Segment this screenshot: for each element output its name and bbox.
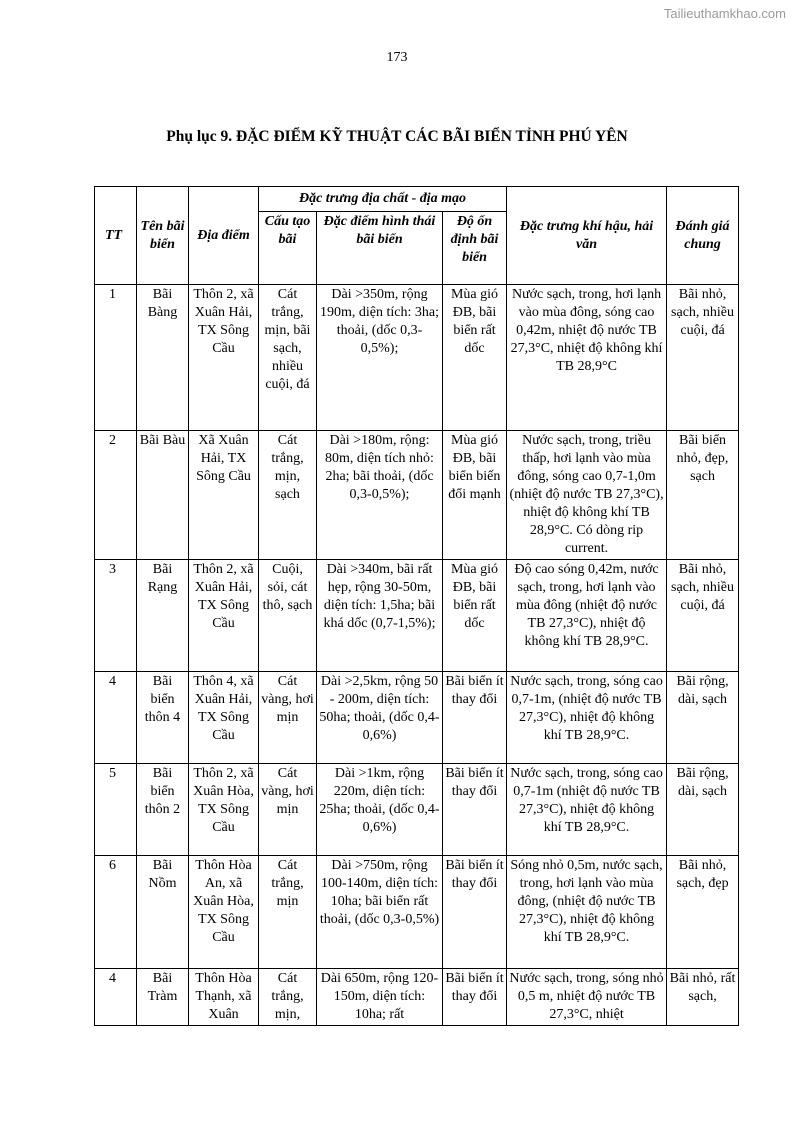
- header-name: Tên bãi biển: [137, 187, 189, 285]
- name-cell: Bãi Rạng: [137, 560, 189, 672]
- location-cell: Thôn 2, xã Xuân Hải, TX Sông Cầu: [189, 560, 259, 672]
- name-cell: Bãi Bàu: [137, 431, 189, 560]
- structure-cell: Cuội, sỏi, cát thô, sạch: [259, 560, 317, 672]
- location-cell: Thôn 2, xã Xuân Hòa, TX Sông Cầu: [189, 764, 259, 856]
- table-row: [95, 560, 739, 672]
- evaluation-cell: Bãi nhỏ, rất sạch,: [667, 969, 739, 1026]
- table-row: [95, 431, 739, 560]
- evaluation-cell: Bãi biển nhỏ, đẹp, sạch: [667, 431, 739, 560]
- stability-cell: Mùa gió ĐB, bãi biển biến đổi mạnh: [443, 431, 507, 560]
- title-main: ĐẶC ĐIỂM KỸ THUẬT CÁC BÃI BIỂN TỈNH PHÚ YÊN: [236, 128, 628, 145]
- evaluation-cell: Bãi nhỏ, sạch, nhiều cuội, đá: [667, 560, 739, 672]
- table-row: [95, 285, 739, 431]
- tt-cell: 4: [95, 969, 137, 1026]
- morphology-cell: Dài >180m, rộng: 80m, diện tích nhỏ: 2ha; bãi thoải, (dốc 0,3-0,5%);: [317, 431, 443, 560]
- structure-cell: Cát trắng, mịn, sạch: [259, 431, 317, 560]
- name-cell: Bãi Tràm: [137, 969, 189, 1026]
- structure-cell: Cát trắng, mịn: [259, 856, 317, 969]
- morphology-cell: Dài 650m, rộng 120-150m, diện tích: 10ha; rất: [317, 969, 443, 1026]
- evaluation-cell: Bãi rộng, dài, sạch: [667, 764, 739, 856]
- structure-cell: Cát vàng, hơi mịn: [259, 672, 317, 764]
- stability-cell: Bãi biển ít thay đổi: [443, 672, 507, 764]
- header-evaluation: Đánh giá chung: [667, 187, 739, 285]
- tt-cell: 6: [95, 856, 137, 969]
- table-row: [95, 764, 739, 856]
- tt-cell: 2: [95, 431, 137, 560]
- location-cell: Thôn Hòa An, xã Xuân Hòa, TX Sông Cầu: [189, 856, 259, 969]
- tt-cell: 5: [95, 764, 137, 856]
- table-row: [95, 672, 739, 764]
- stability-cell: Mùa gió ĐB, bãi biển rất dốc: [443, 560, 507, 672]
- climate-cell: Nước sạch, trong, sóng nhỏ 0,5 m, nhiệt độ nước TB 27,3°C, nhiệt: [507, 969, 667, 1026]
- header-location: Địa điểm: [189, 187, 259, 285]
- name-cell: Bãi biển thôn 2: [137, 764, 189, 856]
- structure-cell: Cát trắng, mịn, bãi sạch, nhiều cuội, đá: [259, 285, 317, 431]
- climate-cell: Nước sạch, trong, triều thấp, hơi lạnh vào mùa đông, sóng cao 0,7-1,0m (nhiệt độ nước TB 27,3°C), nhiệt độ không khí TB 28,9°C. Có dòng rip current.: [507, 431, 667, 560]
- stability-cell: Bãi biển ít thay đổi: [443, 969, 507, 1026]
- header-tt: TT: [95, 187, 137, 285]
- stability-cell: Bãi biển ít thay đổi: [443, 764, 507, 856]
- location-cell: Thôn 2, xã Xuân Hải, TX Sông Cầu: [189, 285, 259, 431]
- header-geo-group: Đặc trưng địa chất - địa mạo: [259, 187, 507, 212]
- morphology-cell: Dài >2,5km, rộng 50 - 200m, diện tích: 50ha; thoải, (dốc 0,4-0,6%): [317, 672, 443, 764]
- climate-cell: Nước sạch, trong, sóng cao 0,7-1m, (nhiệt độ nước TB 27,3°C), nhiệt độ không khí TB 28,9°C.: [507, 672, 667, 764]
- morphology-cell: Dài >350m, rộng 190m, diện tích: 3ha; thoải, (dốc 0,3-0,5%);: [317, 285, 443, 431]
- location-cell: Thôn Hòa Thạnh, xã Xuân: [189, 969, 259, 1026]
- header-climate: Đặc trưng khí hậu, hải văn: [507, 187, 667, 285]
- evaluation-cell: Bãi rộng, dài, sạch: [667, 672, 739, 764]
- watermark: Tailieuthamkhao.com: [663, 6, 786, 21]
- beach-table: [94, 186, 739, 1026]
- tt-cell: 4: [95, 672, 137, 764]
- tt-cell: 1: [95, 285, 137, 431]
- climate-cell: Độ cao sóng 0,42m, nước sạch, trong, hơi lạnh vào mùa đông (nhiệt độ nước TB 27,3°C), nhiệt độ không khí TB 28,9°C.: [507, 560, 667, 672]
- table-row: [95, 969, 739, 1026]
- header-stability: Độ ổn định bãi biển: [443, 212, 507, 285]
- evaluation-cell: Bãi nhỏ, sạch, nhiều cuội, đá: [667, 285, 739, 431]
- climate-cell: Nước sạch, trong, sóng cao 0,7-1m (nhiệt độ nước TB 27,3°C), nhiệt độ không khí TB 28,9°C.: [507, 764, 667, 856]
- location-cell: Xã Xuân Hải, TX Sông Cầu: [189, 431, 259, 560]
- climate-cell: Nước sạch, trong, hơi lạnh vào mùa đông, sóng cao 0,42m, nhiệt độ nước TB 27,3°C, nhiệt độ không khí TB 28,9°C: [507, 285, 667, 431]
- name-cell: Bãi Nồm: [137, 856, 189, 969]
- document-title: [0, 128, 794, 146]
- climate-cell: Sóng nhỏ 0,5m, nước sạch, trong, hơi lạnh vào mùa đông, (nhiệt độ nước TB 27,3°C), nhiệt độ không khí TB 28,9°C.: [507, 856, 667, 969]
- header-morphology: Đặc điểm hình thái bãi biển: [317, 212, 443, 285]
- title-prefix: Phụ lục 9: [166, 128, 229, 145]
- table-row: [95, 856, 739, 969]
- morphology-cell: Dài >750m, rộng 100-140m, diện tích: 10ha; bãi biển rất thoải, (dốc 0,3-0,5%): [317, 856, 443, 969]
- stability-cell: Mùa gió ĐB, bãi biển rất dốc: [443, 285, 507, 431]
- structure-cell: Cát vàng, hơi mịn: [259, 764, 317, 856]
- evaluation-cell: Bãi nhỏ, sạch, đẹp: [667, 856, 739, 969]
- structure-cell: Cát trắng, mịn,: [259, 969, 317, 1026]
- morphology-cell: Dài >340m, bãi rất hẹp, rộng 30-50m, diện tích: 1,5ha; bãi khá dốc (0,7-1,5%);: [317, 560, 443, 672]
- title-separator: .: [228, 128, 237, 145]
- name-cell: Bãi Bàng: [137, 285, 189, 431]
- name-cell: Bãi biển thôn 4: [137, 672, 189, 764]
- location-cell: Thôn 4, xã Xuân Hải, TX Sông Cầu: [189, 672, 259, 764]
- tt-cell: 3: [95, 560, 137, 672]
- stability-cell: Bãi biển ít thay đổi: [443, 856, 507, 969]
- morphology-cell: Dài >1km, rộng 220m, diện tích: 25ha; thoải, (dốc 0,4-0,6%): [317, 764, 443, 856]
- page-number: 173: [386, 50, 408, 65]
- header-structure: Cấu tạo bãi: [259, 212, 317, 285]
